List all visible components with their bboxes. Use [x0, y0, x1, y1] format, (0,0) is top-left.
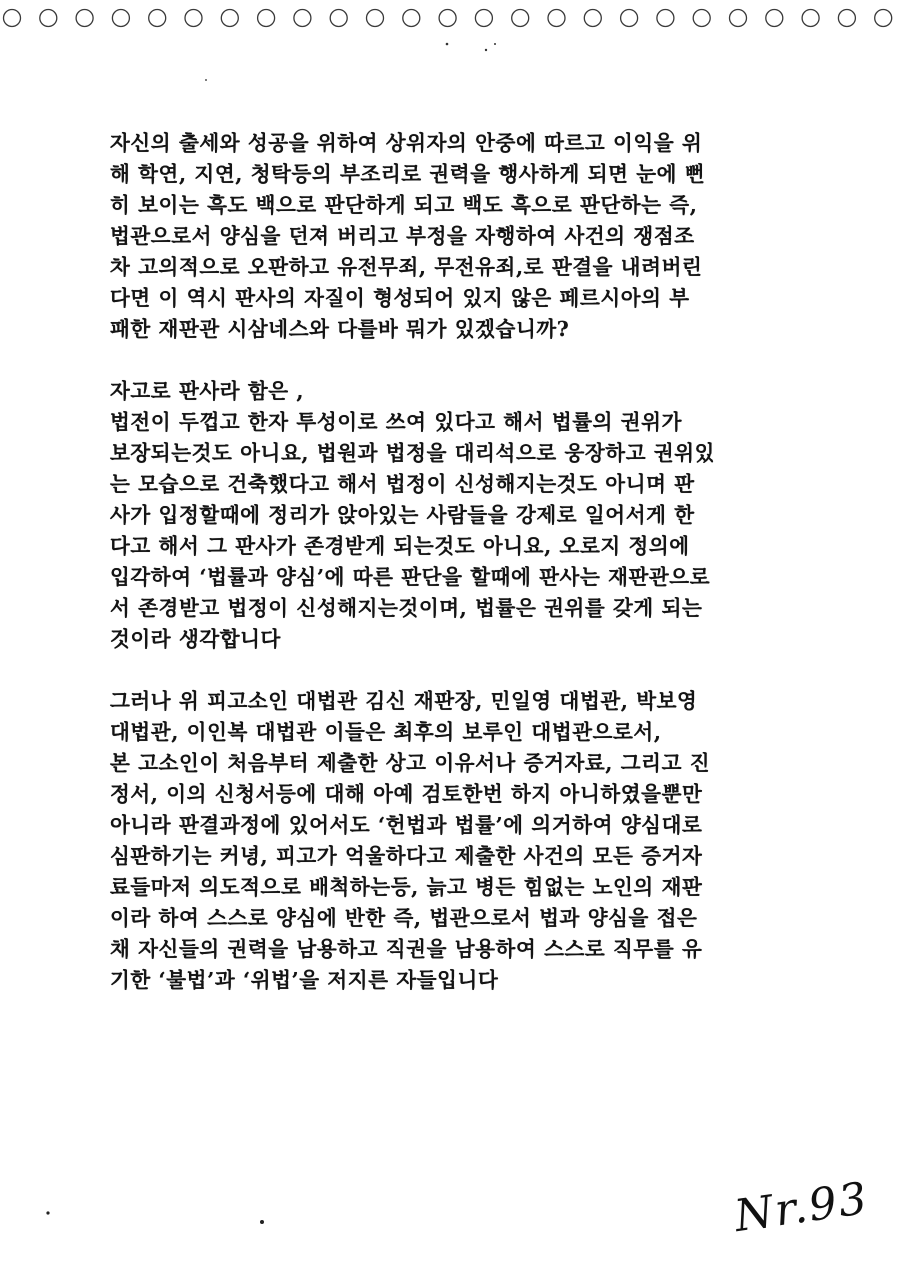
text-line: 이라 하여 스스로 양심에 반한 즉, 법관으로서 법과 양심을 접은 — [110, 906, 698, 930]
punch-hole — [512, 10, 529, 27]
punch-hole — [4, 10, 21, 27]
punch-hole — [875, 10, 892, 27]
text-line: 법관으로서 양심을 던져 버리고 부정을 자행하여 사건의 쟁점조 — [110, 224, 695, 248]
text-line: 서 존경받고 법정이 신성해지는것이며, 법률은 권위를 갖게 되는 — [110, 596, 703, 620]
punch-hole — [112, 10, 129, 27]
punch-hole — [766, 10, 783, 27]
text-line: 대법관, 이인복 대법관 이들은 최후의 보루인 대법관으로서, — [110, 720, 662, 744]
text-line: 료들마저 의도적으로 배척하는등, 늙고 병든 힘없는 노인의 재판 — [110, 875, 703, 899]
text-line: 것이라 생각합니다 — [110, 627, 281, 651]
punch-hole — [403, 10, 420, 27]
punch-hole — [475, 10, 492, 27]
punch-hole — [730, 10, 747, 27]
paragraph-3 — [110, 686, 770, 996]
punch-hole — [621, 10, 638, 27]
punch-hole — [367, 10, 384, 27]
text-line: 자고로 판사라 함은 , — [110, 379, 305, 403]
text-line: 해 학연, 지연, 청탁등의 부조리로 권력을 행사하게 되면 눈에 뻔 — [110, 162, 706, 186]
text-line: 아니라 판결과정에 있어서도 ‘헌법과 법률’에 의거하여 양심대로 — [110, 813, 703, 837]
paragraph-gap — [110, 345, 770, 376]
text-line: 보장되는것도 아니요, 법원과 법정을 대리석으로 웅장하고 권위있 — [110, 441, 716, 465]
paragraph-gap — [110, 655, 770, 686]
text-line: 기한 ‘불법’과 ‘위법’을 저지른 자들입니다 — [110, 968, 499, 992]
text-line: 정서, 이의 신청서등에 대해 아예 검토한번 하지 아니하였을뿐만 — [110, 782, 703, 806]
document-body — [110, 128, 770, 996]
punch-hole — [185, 10, 202, 27]
text-line: 다면 이 역시 판사의 자질이 형성되어 있지 않은 페르시아의 부 — [110, 286, 690, 310]
punch-hole — [76, 10, 93, 27]
punch-hole — [802, 10, 819, 27]
text-line: 본 고소인이 처음부터 제출한 상고 이유서나 증거자료, 그리고 진 — [110, 751, 711, 775]
punch-hole — [294, 10, 311, 27]
paragraph-1 — [110, 128, 770, 345]
punch-hole — [258, 10, 275, 27]
text-line: 차 고의적으로 오판하고 유전무죄, 무전유죄,로 판결을 내려버린 — [110, 255, 703, 279]
text-line: 채 자신들의 권력을 남용하고 직권을 남용하여 스스로 직무를 유 — [110, 937, 703, 961]
text-line: 그러나 위 피고소인 대법관 김신 재판장, 민일영 대법관, 박보영 — [110, 689, 698, 713]
text-line: 사가 입정할때에 정리가 앉아있는 사람들을 강제로 일어서게 한 — [110, 503, 695, 527]
text-line: 자신의 출세와 성공을 위하여 상위자의 안중에 따르고 이익을 위 — [110, 131, 703, 155]
punch-hole-row — [0, 6, 900, 34]
text-line: 패한 재판관 시삼네스와 다를바 뭐가 있겠습니까? — [110, 317, 570, 341]
punch-hole — [149, 10, 166, 27]
punch-hole — [330, 10, 347, 27]
punch-hole — [40, 10, 57, 27]
punch-holes-graphic — [0, 6, 900, 34]
text-line: 히 보이는 흑도 백으로 판단하게 되고 백도 흑으로 판단하는 즉, — [110, 193, 698, 217]
handwritten-page-number: Nr.93 — [731, 1172, 872, 1243]
text-line: 는 모습으로 건축했다고 해서 법정이 신성해지는것도 아니며 판 — [110, 472, 695, 496]
punch-hole — [657, 10, 674, 27]
punch-hole — [693, 10, 710, 27]
punch-hole — [221, 10, 238, 27]
text-line: 입각하여 ‘법률과 양심’에 따른 판단을 할때에 판사는 재판관으로 — [110, 565, 711, 589]
punch-hole — [548, 10, 565, 27]
punch-hole — [439, 10, 456, 27]
text-line: 법전이 두껍고 한자 투성이로 쓰여 있다고 해서 법률의 권위가 — [110, 410, 682, 434]
text-line: 다고 해서 그 판사가 존경받게 되는것도 아니요, 오로지 정의에 — [110, 534, 690, 558]
text-line: 심판하기는 커녕, 피고가 억울하다고 제출한 사건의 모든 증거자 — [110, 844, 703, 868]
punch-hole — [838, 10, 855, 27]
punch-hole — [584, 10, 601, 27]
paragraph-2 — [110, 376, 770, 655]
